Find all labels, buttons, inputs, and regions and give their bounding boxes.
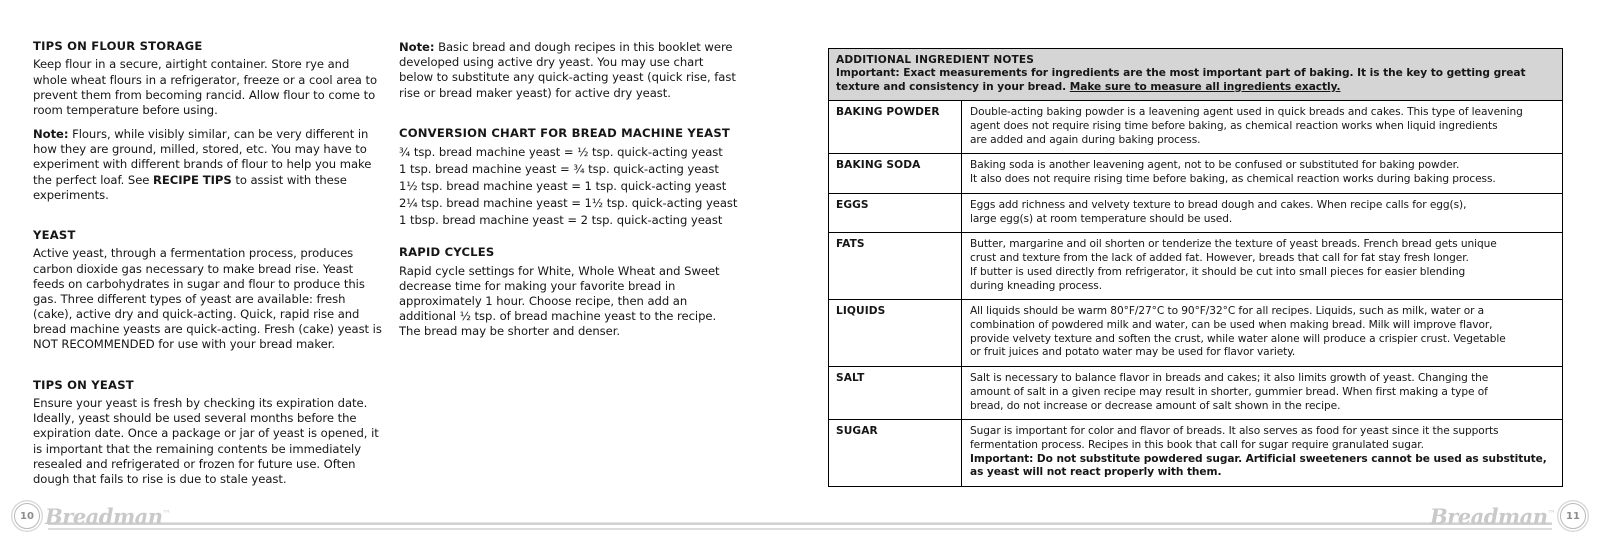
heading-rapid-cycles: RAPID CYCLES	[399, 245, 495, 260]
page-number-right: 11	[1560, 503, 1586, 529]
table-row-description-line: bread, do not increase or decrease amount of salt shown in the recipe.	[970, 399, 1341, 412]
footer-rule	[48, 528, 1552, 530]
table-body	[829, 101, 1562, 486]
flour-note-text: Flours, while visibly similar, can be very different in how they are ground, milled, stored, etc. You may have to experiment with different brands of flour to help you make the perfect loaf. See	[33, 127, 372, 187]
yeast-note-label: Note:	[399, 40, 435, 54]
spacer	[399, 110, 739, 127]
heading-tips-on-yeast: TIPS ON YEAST	[33, 377, 134, 392]
table-row-term: SALT	[829, 367, 962, 419]
table-row-description-line: provide velvety texture and soften the crust, while water alone will produce a crispier crust. Vegetable	[970, 332, 1506, 345]
conversion-row: ¾ tsp. bread machine yeast = ½ tsp. quick-acting yeast	[399, 145, 723, 160]
table-subtitle-text: Important: Exact measurements for ingredients are the most important part of baking. It is the key to getting great texture and consistency in your bread.	[836, 67, 1526, 93]
table-row-description-line: If butter is used directly from refrigerator, it should be cut into small pieces for easier blending	[970, 265, 1466, 278]
left-page	[0, 0, 790, 543]
table-subtitle-underlined: Make sure to measure all ingredients exactly.	[1069, 80, 1341, 93]
footer-right	[1430, 503, 1586, 529]
table-row-term: BAKING SODA	[829, 154, 962, 192]
table-row-description-line: or fruit juices and potato water may be used for flavor variety.	[970, 346, 1296, 359]
table-row-description-line: Butter, margarine and oil shorten or tenderize the texture of yeast breads. French bread gets unique	[970, 238, 1497, 251]
brand-logo-right-text: Breadman	[1429, 503, 1548, 529]
table-row-description-line: All liquids should be warm 80°F/27°C to 90°F/32°C for all recipes. Liquids, such as milk, water or a	[970, 305, 1485, 318]
spacer	[399, 229, 739, 246]
table-row-description-line: combination of powdered milk and water, can be used when making bread. Milk will improve flavor,	[970, 318, 1493, 331]
table-row-description-line: crust and texture from the lack of added fat. However, breads that call for fat stay fresh longer.	[970, 252, 1469, 265]
conversion-row: 2¼ tsp. bread machine yeast = 1½ tsp. quick-acting yeast	[399, 196, 738, 211]
conversion-row: 1 tsp. bread machine yeast = ¾ tsp. quick-acting yeast	[399, 162, 719, 177]
table-row	[829, 420, 1562, 486]
table-row-description	[962, 194, 1562, 232]
flour-note-emphasis: RECIPE TIPS	[153, 172, 232, 187]
page-number-left: 10	[14, 503, 40, 529]
trademark-icon: ™	[162, 508, 171, 518]
table-row	[829, 194, 1562, 233]
table-row-description-line: Salt is necessary to balance flavor in breads and cakes; it also limits growth of yeast. Changing the	[970, 372, 1489, 385]
table-row-term: LIQUIDS	[829, 300, 962, 366]
table-row-description-line: fermentation process. Recipes in this book that call for sugar require granulated sugar.	[970, 438, 1424, 451]
table-row-term: SUGAR	[829, 420, 962, 486]
table-row-description-line: as yeast will not react properly with them.	[970, 466, 1222, 479]
table-row-description-line: amount of salt in a given recipe may result in shorter, gummier bread. When first making a type of	[970, 385, 1488, 398]
table-row-description-line: large egg(s) at room temperature should be used.	[970, 212, 1233, 225]
trademark-icon: ™	[1547, 508, 1555, 518]
table-row-description-line: Sugar is important for color and flavor of breads. It also serves as food for yeast since it the supports	[970, 425, 1499, 438]
table-row-term: FATS	[829, 233, 962, 299]
spacer	[33, 362, 385, 379]
flour-note-label: Note:	[33, 127, 69, 142]
table-row-description-line: Eggs add richness and velvety texture to bread dough and cakes. When recipe calls for egg(s),	[970, 198, 1467, 211]
left-page-column-1	[33, 40, 385, 487]
table-row-description-line: are added and again during baking process.	[970, 133, 1201, 146]
heading-tips-on-flour-storage: TIPS ON FLOUR STORAGE	[33, 39, 203, 53]
table-subtitle	[836, 67, 1555, 94]
flour-note-tail: to assist with these experiments.	[33, 172, 347, 202]
brand-logo-left-text: Breadman	[45, 503, 163, 529]
conversion-row: 1½ tsp. bread machine yeast = 1 tsp. quick-acting yeast	[399, 179, 727, 194]
paragraph-flour-note	[33, 127, 385, 203]
table-row-description	[962, 154, 1562, 192]
heading-yeast: YEAST	[33, 228, 76, 243]
table-row-description	[962, 420, 1562, 486]
table-row-description-line: It also does not require rising time before baking, as chemical reaction works during baking process.	[970, 173, 1496, 186]
additional-ingredient-notes-table	[828, 48, 1563, 487]
table-row-description-line: Baking soda is another leavening agent, not to be confused or substituted for baking powder.	[970, 159, 1460, 172]
paragraph-yeast: Active yeast, through a fermentation process, produces carbon dioxide gas necessary to make bread rise. Yeast feeds on carbohydrates in sugar and flour to produce this gas. Three different types of yeast are available: fresh (cake), active dry and quick-acting. Quick, rapid rise and bread machine yeasts are quick-acting. Fresh (cake) yeast is NOT RECOMMENDED for use with your bread maker.	[33, 246, 382, 352]
table-row-description-line: Important: Do not substitute powdered sugar. Artificial sweeteners cannot be used as substitute,	[970, 452, 1547, 465]
paragraph-tips-on-yeast: Ensure your yeast is fresh by checking its expiration date. Ideally, yeast should be used several months before the expiration date. Once a package or jar of yeast is opened, it is important that the remaining contents be immediately resealed and refrigerated or frozen for future use. Often dough that fails to rise is due to stale yeast.	[33, 395, 379, 486]
table-row-description-line: agent does not require rising time before baking, as chemical reaction works when liquid ingredients	[970, 120, 1498, 133]
table-row-description-line: during kneading process.	[970, 279, 1103, 292]
table-row	[829, 300, 1562, 367]
left-page-column-2	[399, 40, 739, 340]
table-row-description	[962, 233, 1562, 299]
brand-logo-right	[1429, 503, 1555, 529]
page-footer	[0, 485, 1600, 543]
table-title: ADDITIONAL INGREDIENT NOTES	[836, 54, 1035, 66]
yeast-note-text: Basic bread and dough recipes in this booklet were developed using active dry yeast. You may use chart below to substitute any quick-acting yeast (quick rise, fast rise or bread maker yeast) for active dry yeast.	[399, 40, 736, 100]
table-row-description	[962, 300, 1562, 366]
table-row	[829, 101, 1562, 154]
table-row	[829, 154, 1562, 193]
conversion-chart-list	[399, 144, 739, 229]
paragraph-rapid-cycles: Rapid cycle settings for White, Whole Wheat and Sweet decrease time for making your favorite bread in approximately 1 hour. Choose recipe, then add an additional ½ tsp. of bread machine yeast to the recipe. The bread may be shorter and denser.	[399, 263, 720, 339]
brand-logo-left	[45, 503, 171, 529]
paragraph-flour-storage: Keep flour in a secure, airtight container. Store rye and whole wheat flours in a refrigerator, freeze or a cool area to prevent them from becoming rancid. Allow flour to come to room temperature before using.	[33, 57, 378, 117]
heading-conversion-chart: CONVERSION CHART FOR BREAD MACHINE YEAST	[399, 125, 730, 140]
spacer	[33, 212, 385, 229]
table-row-description-line: Double-acting baking powder is a leavening agent used in quick breads and cakes. This type of leavening	[970, 106, 1523, 119]
paragraph-yeast-substitution-note	[399, 40, 739, 101]
table-row	[829, 233, 1562, 300]
table-row-description	[962, 101, 1562, 153]
table-header	[829, 49, 1562, 101]
table-row-description	[962, 367, 1562, 419]
table-row-term: BAKING POWDER	[829, 101, 962, 153]
footer-left	[14, 503, 170, 529]
conversion-row: 1 tbsp. bread machine yeast = 2 tsp. quick-acting yeast	[399, 213, 723, 228]
table-row-term: EGGS	[829, 194, 962, 232]
table-row	[829, 367, 1562, 420]
right-page	[790, 0, 1600, 543]
